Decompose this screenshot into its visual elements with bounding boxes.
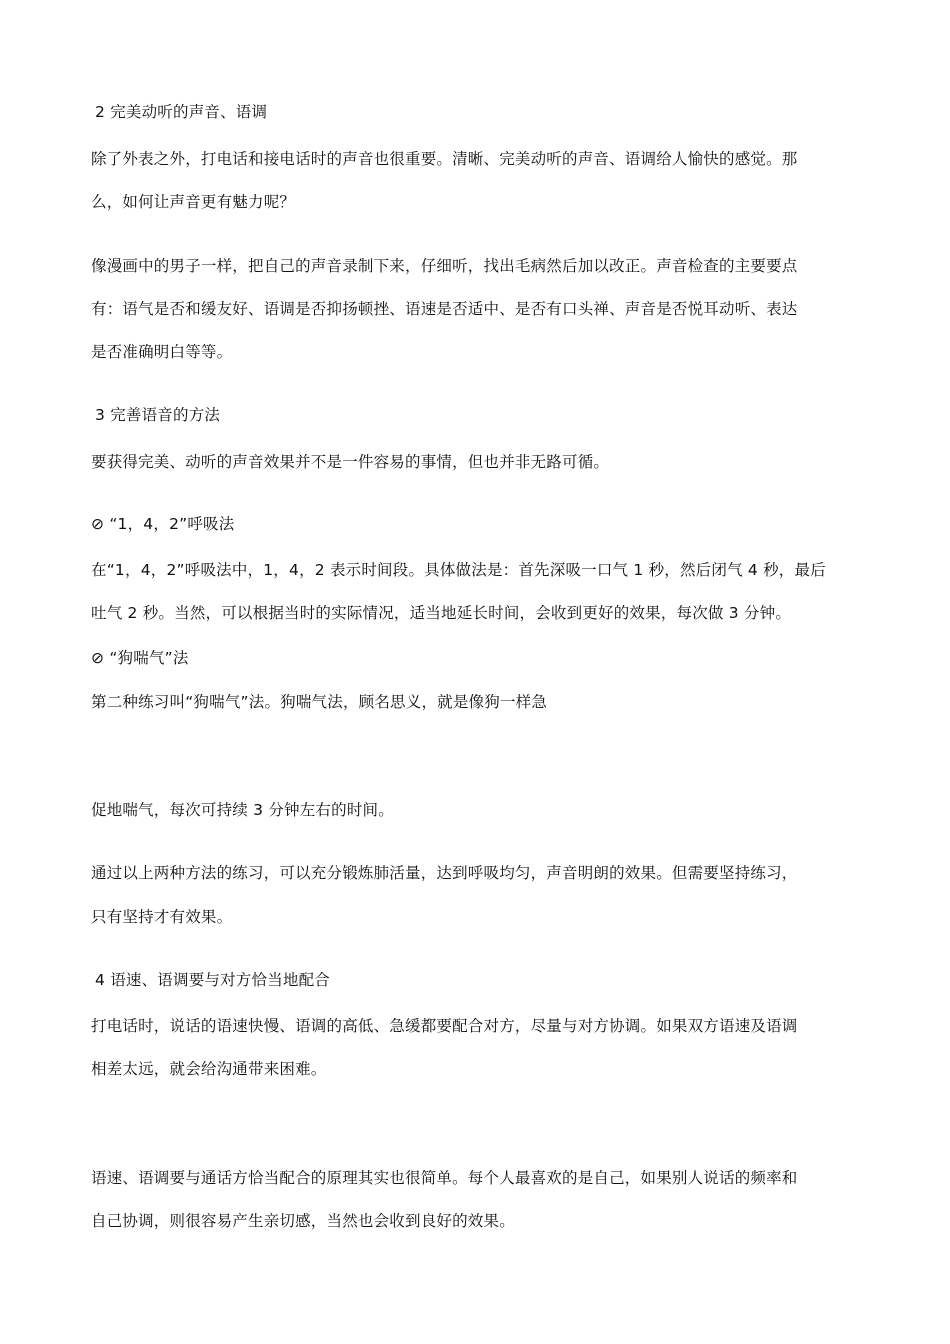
paragraph-line: 除了外表之外，打电话和接电话时的声音也很重要。清晰、完美动听的声音、语调给人愉快的感觉。那 <box>91 150 798 168</box>
method-1-title: ⊘ “1，4，2”呼吸法 <box>91 515 235 533</box>
paragraph-line: 只有坚持才有效果。 <box>91 908 233 926</box>
paragraph-line: 相差太远，就会给沟通带来困难。 <box>91 1060 327 1078</box>
paragraph-line: 语速、语调要与通话方恰当配合的原理其实也很简单。每个人最喜欢的是自己，如果别人说话的频率和 <box>91 1169 798 1187</box>
paragraph-line: 要获得完美、动听的声音效果并不是一件容易的事情，但也并非无路可循。 <box>91 453 610 471</box>
paragraph-line: 打电话时，说话的语速快慢、语调的高低、急缓都要配合对方，尽量与对方协调。如果双方语速及语调 <box>91 1017 798 1035</box>
paragraph-line: 第二种练习叫“狗喘气”法。狗喘气法，顾名思义，就是像狗一样急 <box>91 693 548 711</box>
paragraph-line: 促地喘气，每次可持续 3 分钟左右的时间。 <box>91 801 394 819</box>
paragraph-line: 通过以上两种方法的练习，可以充分锻炼肺活量，达到呼吸均匀，声音明朗的效果。但需要坚持练习， <box>91 864 798 882</box>
section-4-heading: 4 语速、语调要与对方恰当地配合 <box>95 971 330 989</box>
paragraph-line: 自己协调，则很容易产生亲切感，当然也会收到良好的效果。 <box>91 1212 515 1230</box>
paragraph-line: 有：语气是否和缓友好、语调是否抑扬顿挫、语速是否适中、是否有口头禅、声音是否悦耳动听、表达 <box>91 300 798 318</box>
paragraph-line: 吐气 2 秒。当然，可以根据当时的实际情况，适当地延长时间，会收到更好的效果，每次做 3 分钟。 <box>91 604 792 622</box>
paragraph-line: 么，如何让声音更有魅力呢？ <box>91 193 296 211</box>
section-2-heading: 2 完美动听的声音、语调 <box>95 103 268 121</box>
paragraph-line: 是否准确明白等等。 <box>91 343 233 361</box>
paragraph-line: 像漫画中的男子一样，把自己的声音录制下来，仔细听，找出毛病然后加以改正。声音检查的主要要点 <box>91 257 798 275</box>
method-2-title: ⊘ “狗喘气”法 <box>91 649 189 667</box>
section-3-heading: 3 完善语音的方法 <box>95 406 221 424</box>
paragraph-line: 在“1，4，2”呼吸法中，1，4，2 表示时间段。具体做法是：首先深吸一口气 1 秒，然后闭气 4 秒，最后 <box>91 561 826 579</box>
